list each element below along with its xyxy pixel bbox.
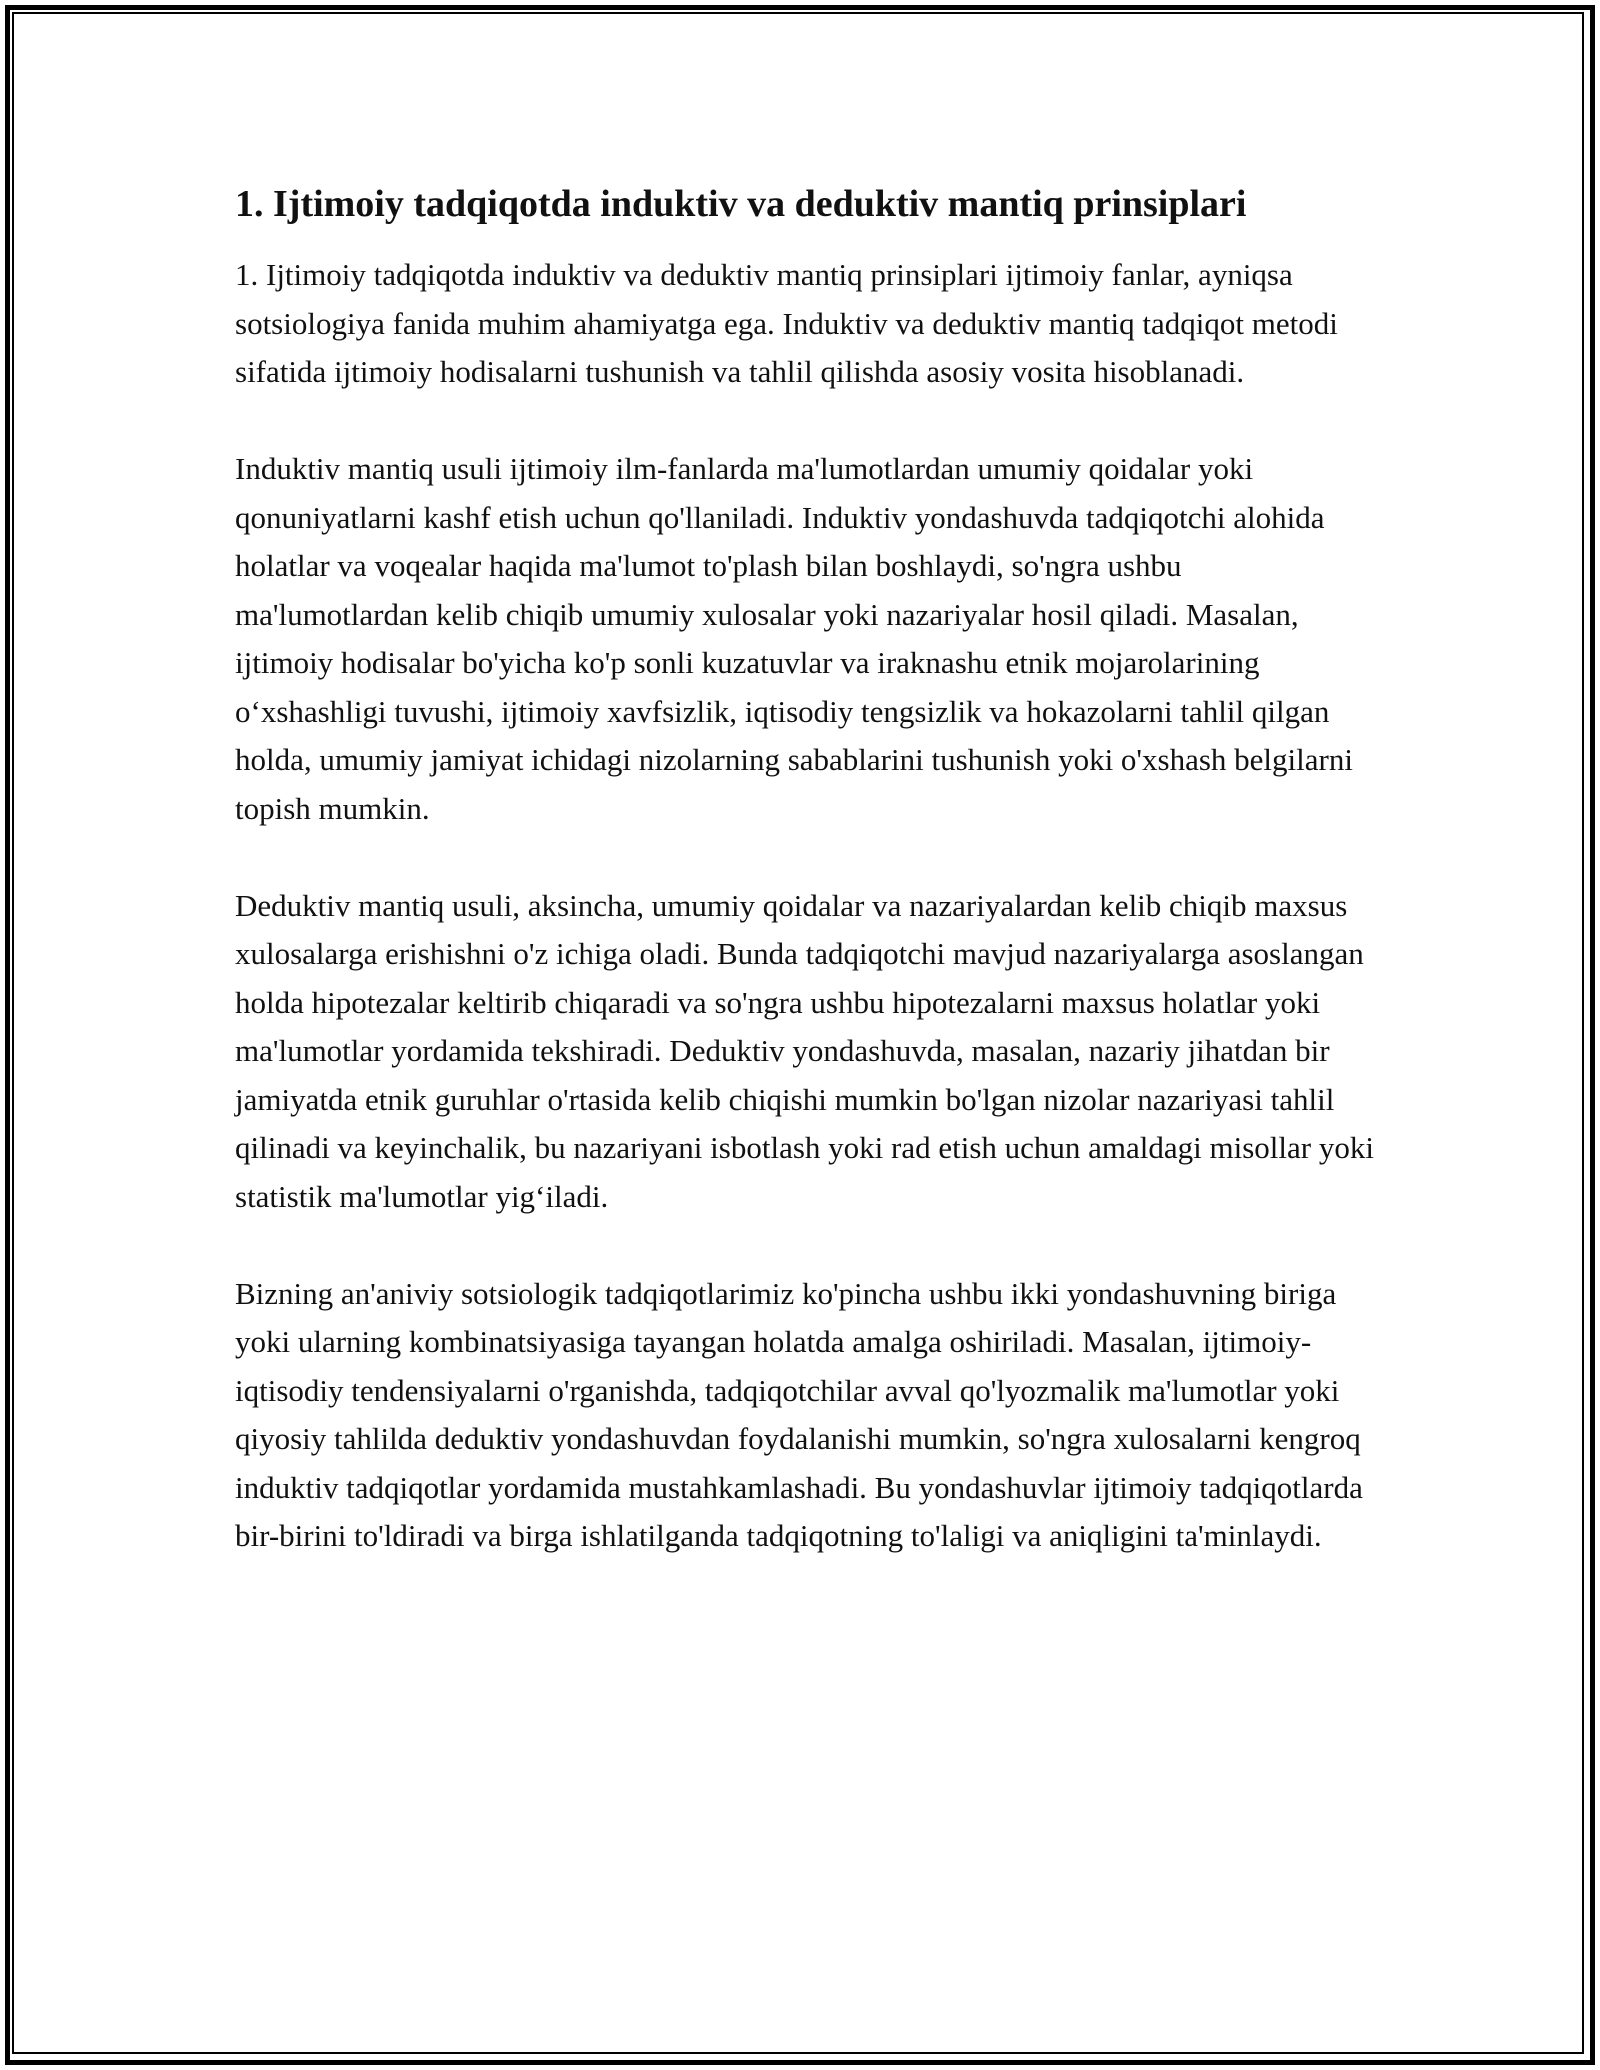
paragraph-introduction: 1. Ijtimoiy tadqiqotda induktiv va deduktiv mantiq prinsiplari ijtimoiy fanlar, ayniqsa sotsiologiya fanida muhim ahamiyatga ega. Induktiv va deduktiv mantiq tadqiqot metodi sifatida ijtimoiy hodisalarni tushunish va tahlil qilishda asosiy vosita hisoblanadi.: [235, 257, 1338, 390]
paragraph-inductive: Induktiv mantiq usuli ijtimoiy ilm-fanlarda ma'lumotlardan umumiy qoidalar yoki qonuniyatlarni kashf etish uchun qo'llaniladi. Induktiv yondashuvda tadqiqotchi alohida holatlar va voqealar haqida ma'lumot to'plash bilan boshlaydi, so'ngra ushbu ma'lumotlardan kelib chiqib umumiy xulosalar yoki nazariyalar hosil qiladi. Masalan, ijtimoiy hodisalar bo'yicha ko'p sonli kuzatuvlar va iraknashu etnik mojarolarining o‘xshashligi tuvushi, ijtimoiy xavfsizlik, iqtisodiy tengsizlik va hokazolarni tahlil qilgan holda, umumiy jamiyat ichidagi nizolarning sabablarini tushunish yoki o'xshash belgilarni topish mumkin.: [235, 451, 1353, 826]
paragraph-deductive: Deduktiv mantiq usuli, aksincha, umumiy qoidalar va nazariyalardan kelib chiqib maxsus xulosalarga erishishni o'z ichiga oladi. Bunda tadqiqotchi mavjud nazariyalarga asoslangan holda hipotezalar keltirib chiqaradi va so'ngra ushbu hipotezalarni maxsus holatlar yoki ma'lumotlar yordamida tekshiradi. Deduktiv yondashuvda, masalan, nazariy jihatdan bir jamiyatda etnik guruhlar o'rtasida kelib chiqishi mumkin bo'lgan nizolar nazariyasi tahlil qilinadi va keyinchalik, bu nazariyani isbotlash yoki rad etish uchun amaldagi misollar yoki statistik ma'lumotlar yig‘iladi.: [235, 887, 1374, 1214]
paragraph-combined: Bizning an'aniviy sotsiologik tadqiqotlarimiz ko'pincha ushbu ikki yondashuvning biriga yoki ularning kombinatsiyasiga tayangan holatda amalga oshiriladi. Masalan, ijtimoiy-iqtisodiy tendensiyalarni o'rganishda, tadqiqotchilar avval qo'lyozmalik ma'lumotlar yoki qiyosiy tahlilda deduktiv yondashuvdan foydalanishi mumkin, so'ngra xulosalarni kengroq induktiv tadqiqotlar yordamida mustahkamlashadi. Bu yondashuvlar ijtimoiy tadqiqotlarda bir-birini to'ldiradi va birga ishlatilganda tadqiqotning to'laligi va aniqligini ta'minlaydi.: [235, 1275, 1363, 1554]
document-title: 1. Ijtimoiy tadqiqotda induktiv va deduktiv mantiq prinsiplari: [235, 183, 1247, 225]
document-body: [235, 180, 1375, 1609]
